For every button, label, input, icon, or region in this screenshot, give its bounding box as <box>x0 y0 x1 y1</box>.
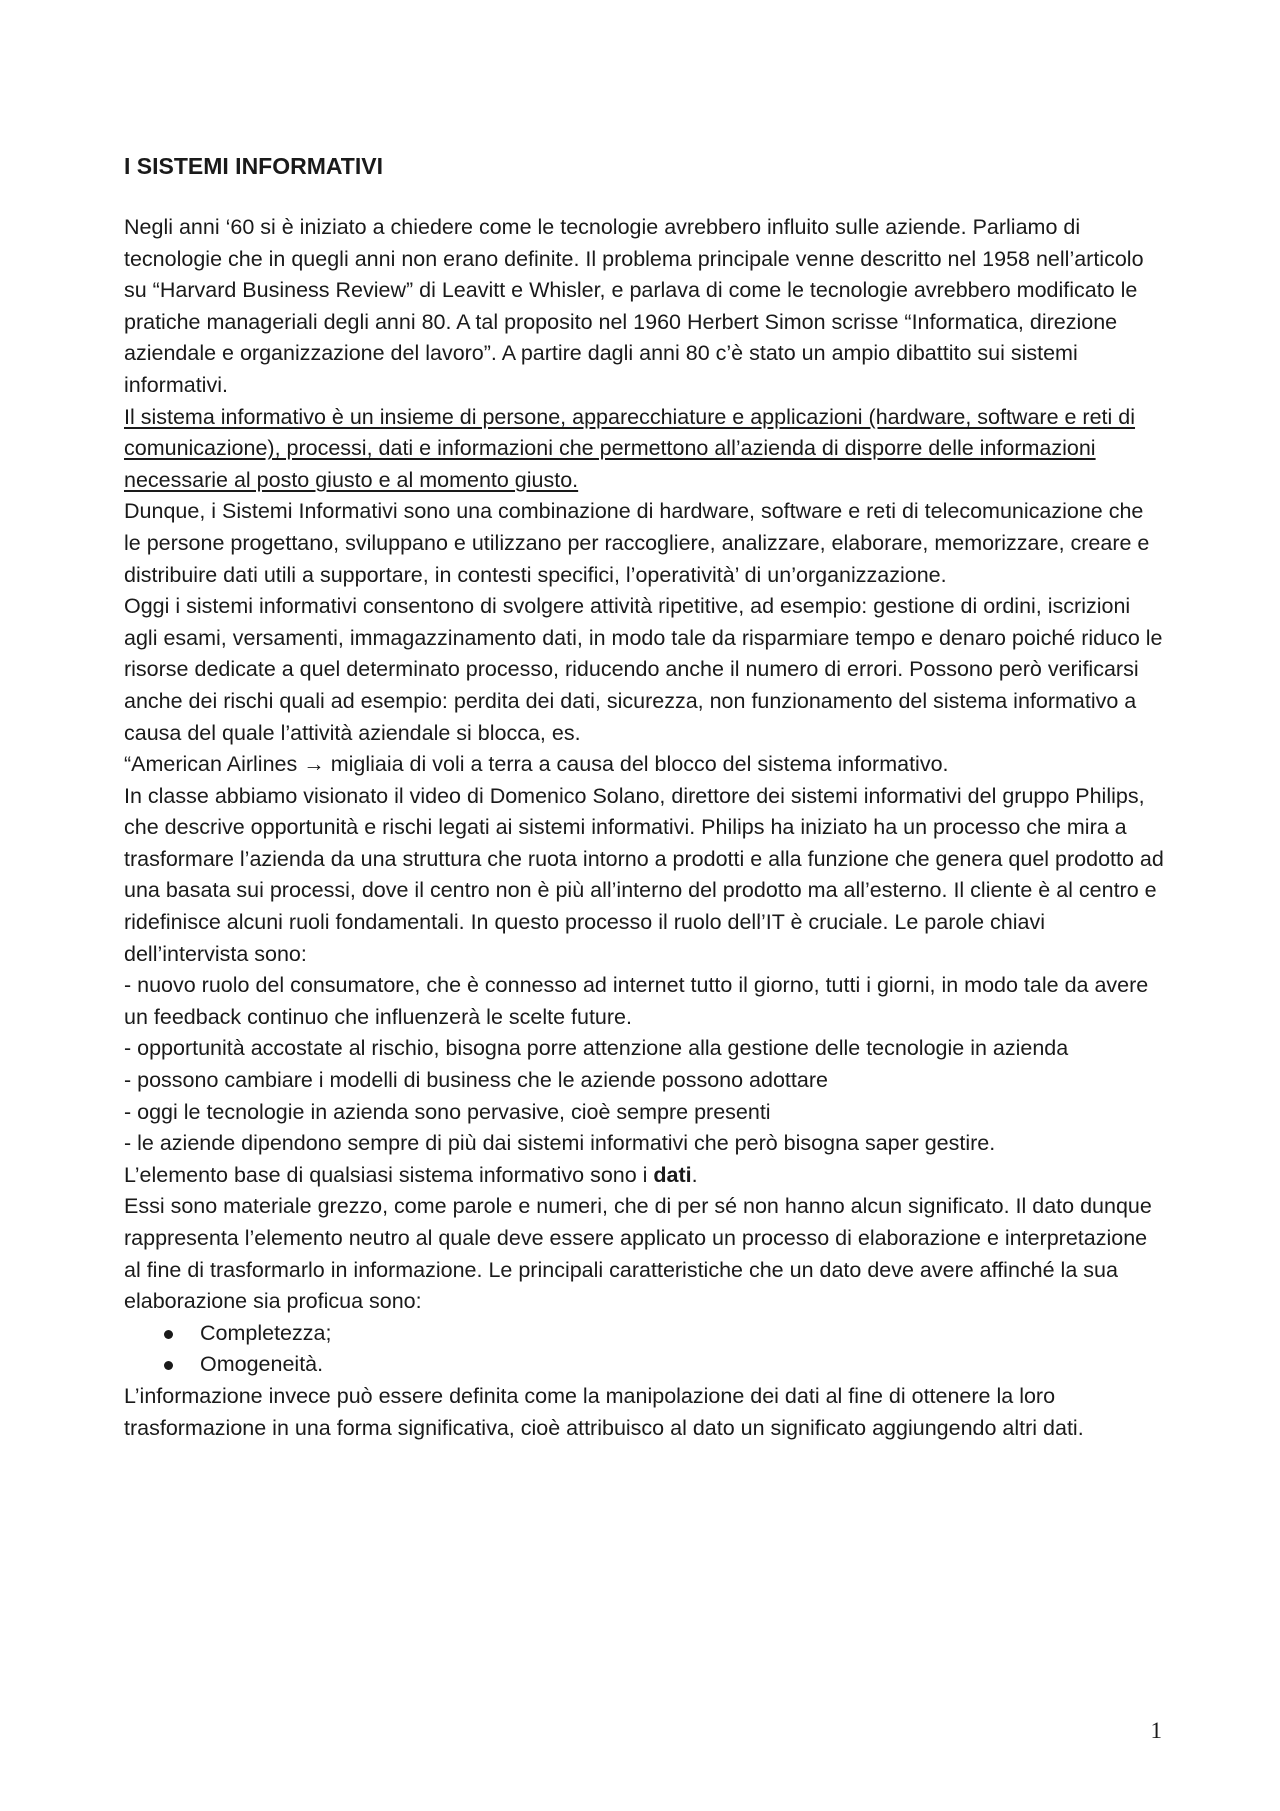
data-keyword: dati <box>653 1162 692 1187</box>
list-item-label: Omogeneità. <box>200 1352 324 1377</box>
list-item <box>124 1349 1164 1381</box>
page-title: I SISTEMI INFORMATIVI <box>124 153 383 179</box>
list-item <box>124 1318 1164 1350</box>
paragraph-combination: Dunque, i Sistemi Informativi sono una combinazione di hardware, software e reti di telecomunicazione che le persone progettano, sviluppano e utilizzano per raccogliere, analizzare, elaborare, memorizzare, creare e distribuire dati utili a supportare, in contesti specifici, l’operatività’ di un’organizzazione. <box>124 499 1150 587</box>
list-item-label: Completezza; <box>200 1320 332 1345</box>
paragraph-american-airlines: “American Airlines → migliaia di voli a terra a causa del blocco del sistema informativo. <box>124 752 949 777</box>
dash-item: - possono cambiare i modelli di business che le aziende possono adottare <box>124 1068 828 1093</box>
bullet-icon <box>164 1361 173 1370</box>
paragraph-intro: Negli anni ‘60 si è iniziato a chiedere come le tecnologie avrebbero influito sulle aziende. Parliamo di tecnologie che in quegli anni non erano definite. Il problema principale venne descritto nel 1958 nell’articolo su “Harvard Business Review” di Leavitt e Whisler, e parlava di come le tecnologie avrebbero modificato le pratiche manageriali degli anni 80. A tal proposito nel 1960 Herbert Simon scrisse “Informatica, direzione aziendale e organizzazione del lavoro”. A partire dagli anni 80 c’è stato un ampio dibattito sui sistemi informativi. <box>124 215 1144 397</box>
dash-item: - oggi le tecnologie in azienda sono pervasive, cioè sempre presenti <box>124 1099 771 1124</box>
characteristics-list <box>124 1318 1164 1381</box>
bullet-icon <box>164 1330 173 1339</box>
data-element-text: L’elemento base di qualsiasi sistema informativo sono i <box>124 1162 654 1187</box>
paragraph-definition: Il sistema informativo è un insieme di persone, apparecchiature e applicazioni (hardware, software e reti di comunicazione), processi, dati e informazioni che permettono all’azienda di disporre delle informazioni necessarie al posto giusto e al momento giusto. <box>124 404 1136 492</box>
paragraph-activities: Oggi i sistemi informativi consentono di svolgere attività ripetitive, ad esempio: gestione di ordini, iscrizioni agli esami, versamenti, immagazzinamento dati, in modo tale da risparmiare tempo e denaro poiché riduco le risorse dedicate a quel determinato processo, riducendo anche il numero di errori. Possono però verificarsi anche dei rischi quali ad esempio: perdita dei dati, sicurezza, non funzionamento del sistema informativo a causa del quale l’attività aziendale si blocca, es. <box>124 594 1163 745</box>
dash-item: - nuovo ruolo del consumatore, che è connesso ad internet tutto il giorno, tutti i giorni, in modo tale da avere un feedback continuo che influenzerà le scelte future. <box>124 973 1149 1029</box>
paragraph-raw-material: Essi sono materiale grezzo, come parole e numeri, che di per sé non hanno alcun significato. Il dato dunque rappresenta l’elemento neutro al quale deve essere applicato un processo di elaborazione e interpretazione al fine di trasformarlo in informazione. Le principali caratteristiche che un dato deve avere affinché la sua elaborazione sia proficua sono: <box>124 1194 1152 1314</box>
paragraph-information: L’informazione invece può essere definita come la manipolazione dei dati al fine di ottenere la loro trasformazione in una forma significativa, cioè attribuisco al dato un significato aggiungendo altri dati. <box>124 1383 1084 1440</box>
page-content <box>124 150 1164 1444</box>
page-number: 1 <box>1150 1718 1162 1743</box>
dash-item: - opportunità accostate al rischio, bisogna porre attenzione alla gestione delle tecnologie in azienda <box>124 1036 1069 1061</box>
data-element-period: . <box>691 1162 698 1187</box>
dash-item: - le aziende dipendono sempre di più dai sistemi informativi che però bisogna saper gestire. <box>124 1131 996 1156</box>
paragraph-data-element <box>124 1160 1164 1192</box>
paragraph-philips: In classe abbiamo visionato il video di Domenico Solano, direttore dei sistemi informativi del gruppo Philips, che descrive opportunità e rischi legati ai sistemi informativi. Philips ha iniziato ha un processo che mira a trasformare l’azienda da una struttura che ruota intorno a prodotti e alla funzione che genera quel prodotto ad una basata sui processi, dove il centro non è più all’interno del prodotto ma all’esterno. Il cliente è al centro e ridefinisce alcuni ruoli fondamentali. In questo processo il ruolo dell’IT è cruciale. Le parole chiavi dell’intervista sono: <box>124 783 1164 966</box>
